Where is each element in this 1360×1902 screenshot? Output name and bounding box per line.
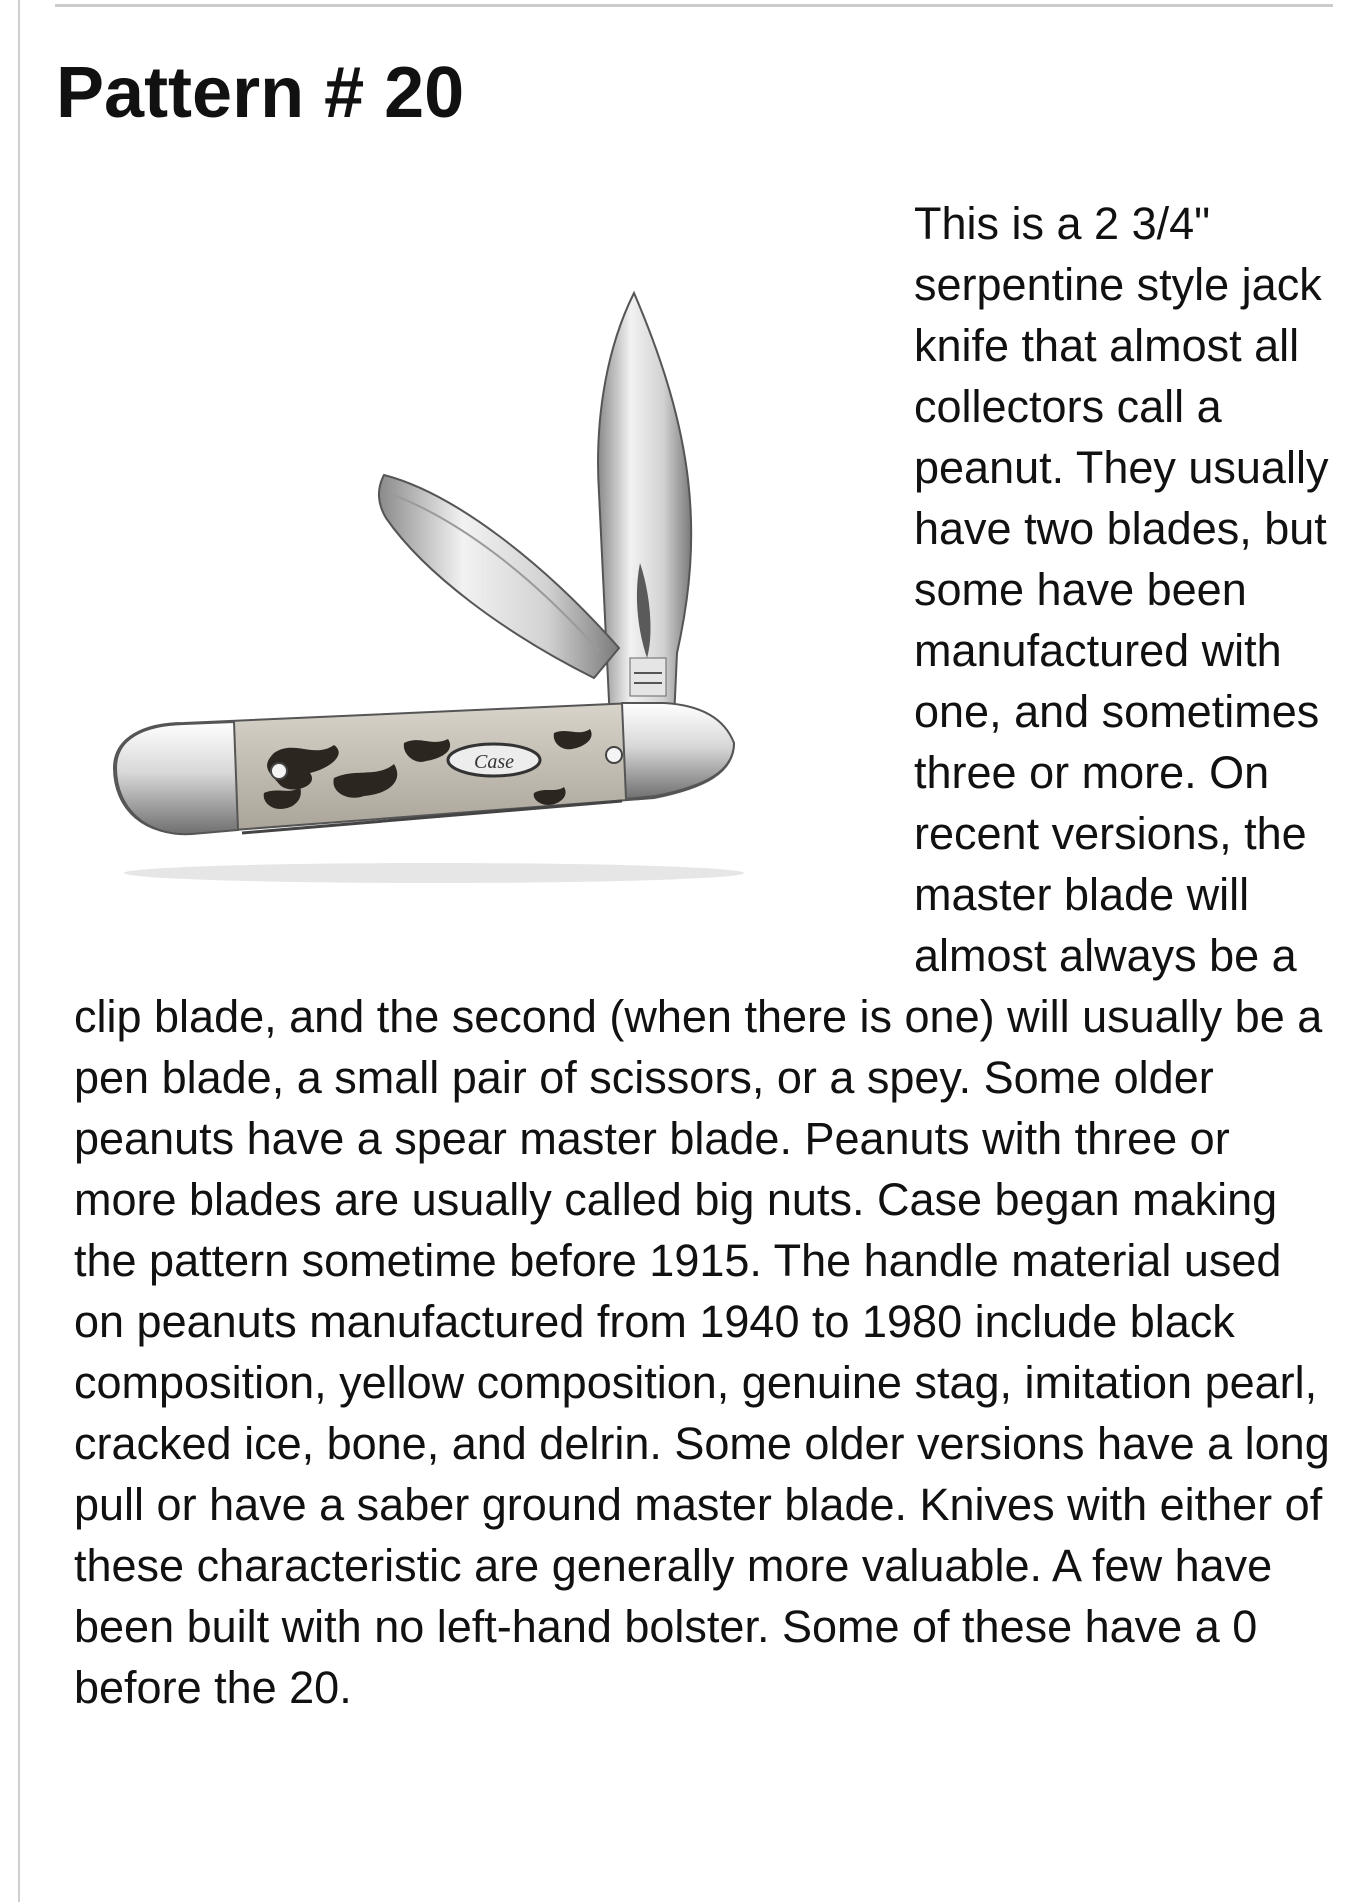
top-divider (55, 4, 1333, 7)
knife-handle (114, 658, 744, 883)
pen-blade (379, 475, 619, 678)
peanut-knife-illustration (74, 233, 774, 913)
knife-image (74, 193, 844, 928)
article-paragraph: This is a 2 3/4" serpentine style jack knife that almost all collectors call a peanut. They usually have two blades, but some have been manufactured with one, and sometimes three or more. On recent versions, the master blade will almost always be a clip blade, and the second (when there is one) will usually be a pen blade, a small pair of scissors, or a spey. Some older peanuts have a spear master blade. Peanuts with three or more blades are usually called big nuts. Case began making the pattern sometime before 1915. The handle material used on peanuts manufactured from 1940 to 1980 include black composition, yellow composition, genuine stag, imitation pearl, cracked ice, bone, and delrin. Some older versions have a long pull or have a saber ground master blade. Knives with either of these characteristic are generally more valuable. A few have been built with no left-hand bolster. Some of these have a 0 before the 20. (74, 198, 1330, 1713)
left-border-line (18, 0, 20, 1902)
right-bolster (622, 703, 734, 799)
handle-pin (606, 747, 622, 763)
handle-pin (271, 763, 287, 779)
tang-stamp (630, 658, 666, 696)
page-title: Pattern # 20 (56, 53, 465, 133)
knife-shadow (124, 863, 744, 883)
article-body (74, 193, 1336, 1718)
shield-logo-text: Case (474, 751, 514, 773)
